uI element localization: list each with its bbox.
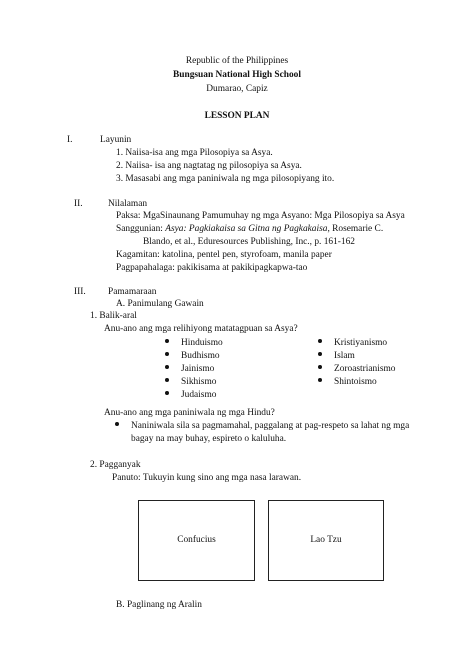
document-title: LESSON PLAN xyxy=(204,111,270,121)
religion-item-right: Islam xyxy=(318,351,355,363)
sanggunian-author: , Rosemarie C. xyxy=(327,224,384,234)
question-hindu-beliefs: Anu-ano ang mga paniniwala ng mga Hindu? xyxy=(104,408,275,418)
section-2-title: Nilalaman xyxy=(108,199,148,209)
pagpapahalaga-line: Pagpapahalaga: pakikisama at pakikipagkapwa-tao xyxy=(116,263,308,273)
sanggunian-label: Sanggunian: xyxy=(116,224,163,234)
objective-2: 2. Naiisa- isa ang nagtatag ng pilosopiya sa Asya. xyxy=(116,161,302,171)
kagamitan-line: Kagamitan: katolina, pentel pen, styrofoam, manila paper xyxy=(116,250,332,260)
sanggunian-book-title: Asya: Pagkiakaisa sa Gitna ng Pagkakaisa xyxy=(165,224,328,234)
hindu-belief-answer-cont: bagay na may buhay, espireto o kaluluha. xyxy=(131,434,287,444)
picture-box-confucius xyxy=(138,500,255,581)
picture-box-lao-tzu xyxy=(268,500,384,581)
paksa-line: Paksa: MgaSinaunang Pamumuhay ng mga Asyano: Mga Pilosopiya sa Asya xyxy=(116,211,405,221)
section-3-title: Pamamaraan xyxy=(108,287,157,297)
section-3-numeral: III. xyxy=(74,287,86,297)
religion-item-right: Shintoismo xyxy=(318,377,377,389)
country-line: Republic of the Philippines xyxy=(185,56,289,66)
question-religions: Anu-ano ang mga relihiyong matatagpuan sa Asya? xyxy=(104,324,298,334)
hindu-belief-answer: Naniniwala sila sa pagmamahal, paggalang at pag-respeto sa lahat ng mga xyxy=(115,421,409,433)
item-2-pagganyak: 2. Pagganyak xyxy=(90,460,141,470)
religion-item-left: Budhismo xyxy=(165,351,220,363)
item-1-balik-aral: 1. Balik-aral xyxy=(90,311,137,321)
section-1-title: Layunin xyxy=(100,135,132,145)
sanggunian-publisher: Blando, et al., Eduresources Publishing, Inc., p. 161-162 xyxy=(143,237,355,247)
sub-a-heading: A. Panimulang Gawain xyxy=(116,299,204,309)
sub-b-heading: B. Paglinang ng Aralin xyxy=(116,600,202,610)
school-name: Bungsuan National High School xyxy=(173,70,301,80)
section-2-numeral: II. xyxy=(74,199,83,209)
picture-label: Confucius xyxy=(177,534,216,545)
sanggunian-line xyxy=(116,224,383,236)
religion-item-right: Kristiyanismo xyxy=(318,338,387,350)
school-location: Dumarao, Capiz xyxy=(206,84,268,94)
objective-1: 1. Naiisa-isa ang mga Pilosopiya sa Asya. xyxy=(116,148,273,158)
picture-label: Lao Tzu xyxy=(310,534,342,545)
objective-3: 3. Masasabi ang mga paniniwala ng mga pilosopiyang ito. xyxy=(116,174,335,184)
religion-item-left: Sikhismo xyxy=(165,377,216,389)
religion-item-left: Judaismo xyxy=(165,390,216,402)
section-1-numeral: I. xyxy=(67,135,73,145)
religion-item-left: Hinduismo xyxy=(165,338,223,350)
religion-item-right: Zoroastrianismo xyxy=(318,364,395,376)
religion-item-left: Jainismo xyxy=(165,364,214,376)
panuto-line: Panuto: Tukuyin kung sino ang mga nasa larawan. xyxy=(112,473,302,483)
